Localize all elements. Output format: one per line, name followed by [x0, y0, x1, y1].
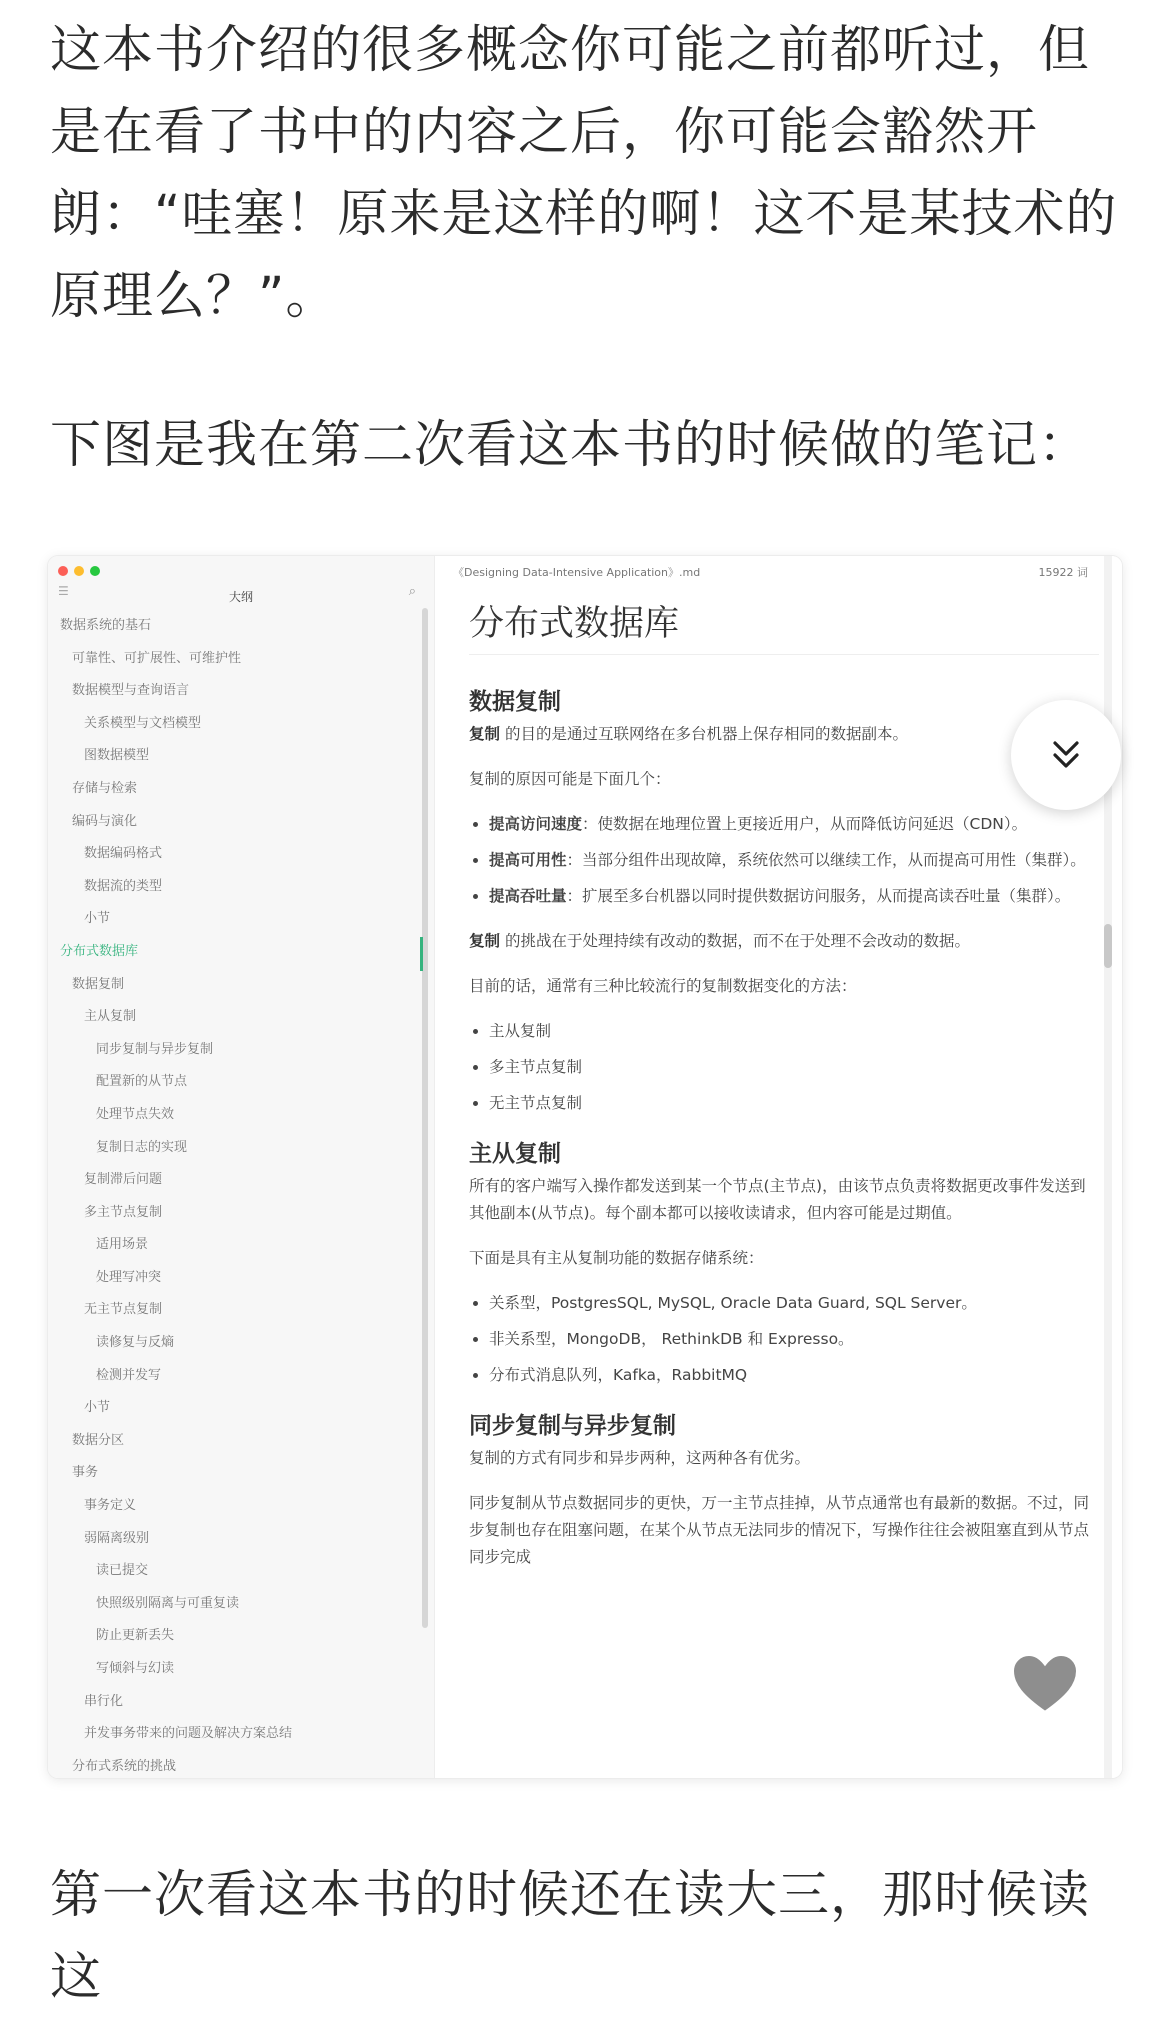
- outline-item[interactable]: 关系模型与文档模型: [84, 715, 202, 731]
- window-controls: [58, 566, 100, 576]
- list-item: [489, 811, 1099, 838]
- doc-paragraph-sync-1: 复制的方式有同步和异步两种，这两种各有优劣。: [469, 1449, 811, 1467]
- close-window-dot[interactable]: [58, 566, 68, 576]
- list-item: • 非关系型，MongoDB， RethinkDB 和 Expresso。: [489, 1326, 1099, 1353]
- outline-item[interactable]: 数据分区: [72, 1432, 125, 1448]
- paragraph-text: 的挑战在于处理持续有改动的数据，而不在于处理不会改动的数据。: [500, 932, 970, 950]
- notes-screenshot: [48, 556, 1122, 1778]
- bold-term: 提高访问速度: [489, 815, 583, 833]
- active-outline-marker: [420, 937, 423, 971]
- doc-paragraph-master: 所有的客户端写入操作都发送到某一个节点(主节点)，由该节点负责将数据更改事件发送到其他副本(从节点)。每个副本都可以接收读请求，但内容可能是过期值。: [469, 1177, 1086, 1222]
- outline-tree: [48, 610, 418, 1778]
- outline-item[interactable]: 弱隔离级别: [84, 1530, 150, 1546]
- outline-item[interactable]: 复制日志的实现: [96, 1139, 188, 1155]
- doc-heading-sync: 同步复制与异步复制: [469, 1413, 676, 1439]
- outline-item[interactable]: 同步复制与异步复制: [96, 1041, 214, 1057]
- outline-item[interactable]: 分布式数据库: [60, 943, 139, 959]
- doc-paragraph-purpose: [469, 721, 1099, 748]
- editor-titlebar: [435, 556, 1122, 582]
- bold-term: 提高吞吐量: [489, 887, 567, 905]
- outline-item[interactable]: 事务定义: [84, 1498, 137, 1514]
- list-item-text: ：使数据在地理位置上更接近用户，从而降低访问延迟（CDN）。: [582, 815, 1028, 833]
- maximize-window-dot[interactable]: [90, 566, 100, 576]
- outline-item[interactable]: 适用场景: [96, 1237, 149, 1253]
- doc-paragraph-systems: 下面是具有主从复制功能的数据存储系统：: [469, 1249, 764, 1267]
- outline-item[interactable]: 数据流的类型: [84, 878, 163, 894]
- methods-list: [469, 1018, 1099, 1117]
- doc-heading-replication: 数据复制: [469, 689, 561, 715]
- outline-item[interactable]: 串行化: [84, 1693, 124, 1709]
- outline-item[interactable]: 存储与检索: [72, 780, 138, 796]
- outline-item[interactable]: 并发事务带来的问题及解决方案总结: [84, 1726, 293, 1742]
- outline-title: 大纲: [228, 590, 253, 604]
- list-item: • 无主节点复制: [489, 1090, 1099, 1117]
- heart-icon[interactable]: [1008, 1651, 1082, 1717]
- article-paragraph-2: 下图是我在第二次看这本书的时候做的笔记：: [50, 416, 1091, 475]
- outline-item[interactable]: 数据模型与查询语言: [72, 683, 190, 699]
- outline-item[interactable]: 事务: [72, 1465, 99, 1481]
- doc-paragraph-sync-2: 同步复制从节点数据同步的更快，万一主节点挂掉，从节点通常也有最新的数据。不过，同步复制也存在阻塞问题，在某个从节点无法同步的情况下，写操作往往会被阻塞直到从节点同步完成: [469, 1494, 1090, 1566]
- bold-term: 复制: [469, 932, 501, 950]
- word-count[interactable]: 15922 词: [1038, 566, 1088, 579]
- list-item-text: ：当部分组件出现故障，系统依然可以继续工作，从而提高可用性（集群）。: [566, 851, 1086, 869]
- list-item: [489, 847, 1099, 874]
- bold-term: 提高可用性: [489, 851, 567, 869]
- outline-item[interactable]: 数据编码格式: [84, 846, 163, 862]
- outline-item[interactable]: 处理写冲突: [96, 1269, 162, 1285]
- list-item: • 分布式消息队列，Kafka，RabbitMQ: [489, 1362, 1099, 1389]
- file-name: 《Designing Data-Intensive Application》.md: [453, 566, 701, 579]
- outline-item[interactable]: 图数据模型: [84, 748, 150, 764]
- article-paragraph-1: 这本书介绍的很多概念你可能之前都听过，但是在看了书中的内容之后，你可能会豁然开朗：“哇塞！原来是这样的啊！这不是某技术的原理么？”。: [50, 21, 1118, 326]
- search-icon[interactable]: ⌕: [408, 584, 416, 599]
- outline-item[interactable]: 可靠性、可扩展性、可维护性: [72, 650, 242, 666]
- list-item: • 主从复制: [489, 1018, 1099, 1045]
- outline-item[interactable]: 分布式系统的挑战: [72, 1758, 177, 1774]
- outline-item[interactable]: 快照级别隔离与可重复读: [96, 1595, 240, 1611]
- paragraph-text: 的目的是通过互联网络在多台机器上保存相同的数据副本。: [500, 725, 908, 743]
- outline-item[interactable]: 数据系统的基石: [60, 618, 152, 633]
- outline-item[interactable]: 多主节点复制: [84, 1204, 163, 1220]
- article-paragraph-3: 第一次看这本书的时候还在读大三，那时候读这: [50, 1866, 1091, 2007]
- outline-item[interactable]: 检测并发写: [96, 1367, 162, 1383]
- list-item: • 多主节点复制: [489, 1054, 1099, 1081]
- outline-sidebar: [48, 556, 434, 1778]
- outline-item[interactable]: 编码与演化: [72, 813, 138, 829]
- list-item-text: ：扩展至多台机器以同时提供数据访问服务，从而提高读吞吐量（集群）。: [566, 887, 1071, 905]
- outline-item[interactable]: 数据复制: [72, 976, 125, 992]
- outline-item[interactable]: 复制滞后问题: [84, 1172, 163, 1188]
- outline-item[interactable]: 读修复与反熵: [96, 1335, 175, 1351]
- reasons-list: [469, 811, 1099, 910]
- outline-item[interactable]: 防止更新丢失: [96, 1628, 175, 1644]
- doc-heading-master-slave: 主从复制: [469, 1141, 561, 1167]
- double-chevron-down-icon: [1048, 737, 1084, 773]
- outline-item[interactable]: 处理节点失效: [96, 1106, 175, 1122]
- doc-paragraph-challenge: [469, 928, 1099, 955]
- editor-scrollbar-thumb[interactable]: [1104, 924, 1112, 968]
- scroll-down-button[interactable]: [1011, 700, 1121, 810]
- list-item: [489, 883, 1099, 910]
- document-body: [469, 594, 1099, 1589]
- list-item: • 关系型，PostgresSQL, MySQL, Oracle Data Guard, SQL Server。: [489, 1290, 1099, 1317]
- outline-item[interactable]: 小节: [84, 911, 111, 927]
- doc-heading-1: 分布式数据库: [469, 594, 1099, 655]
- outline-item[interactable]: 写倾斜与幻读: [96, 1661, 175, 1676]
- outline-item[interactable]: 小节: [84, 1400, 111, 1416]
- minimize-window-dot[interactable]: [74, 566, 84, 576]
- systems-list: [469, 1290, 1099, 1389]
- outline-scrollbar[interactable]: [422, 608, 428, 1628]
- outline-item[interactable]: 主从复制: [84, 1009, 137, 1025]
- outline-item[interactable]: 无主节点复制: [84, 1302, 163, 1318]
- outline-item[interactable]: 配置新的从节点: [96, 1074, 188, 1090]
- outline-item[interactable]: 读已提交: [96, 1563, 149, 1579]
- doc-paragraph-methods: 目前的话，通常有三种比较流行的复制数据变化的方法：: [469, 977, 857, 995]
- doc-paragraph-reasons: 复制的原因可能是下面几个：: [469, 770, 671, 788]
- bold-term: 复制: [469, 725, 501, 743]
- outline-menu-icon[interactable]: ☰: [58, 584, 69, 598]
